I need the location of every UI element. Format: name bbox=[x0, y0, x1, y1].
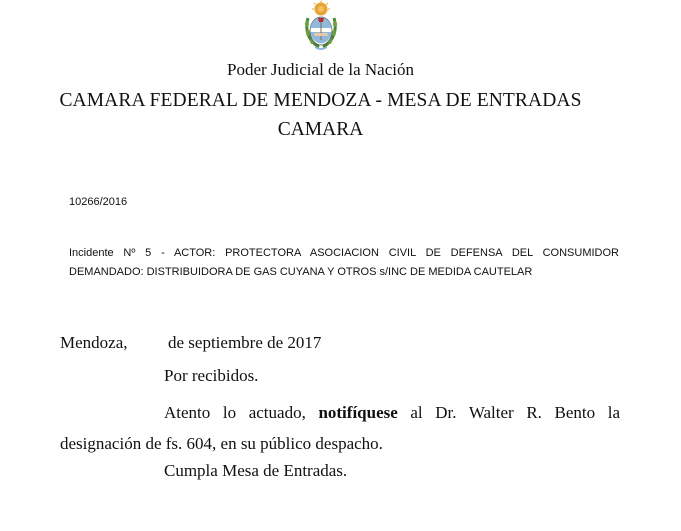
place-date-line bbox=[60, 333, 620, 353]
notify-keyword: notifíquese bbox=[318, 403, 398, 422]
place: Mendoza, bbox=[60, 333, 128, 352]
paragraph-closing: Cumpla Mesa de Entradas. bbox=[164, 461, 348, 480]
date: de septiembre de 2017 bbox=[168, 333, 322, 352]
case-caption: Incidente Nº 5 - ACTOR: PROTECTORA ASOCIACION CIVIL DE DEFENSA DEL CONSUMIDOR DEMANDADO: DISTRIBUIDORA DE GAS CUYANA Y OTROS s/INC DE MEDIDA CAUTELAR bbox=[69, 247, 619, 278]
court-chamber-heading: CAMARA bbox=[277, 119, 364, 140]
paragraph-text-end: al Dr. Walter R. Bento la designación de fs. 604, en su público despacho. bbox=[60, 403, 620, 453]
paragraph-text-start: Atento lo actuado, bbox=[164, 403, 319, 422]
paragraph-notification bbox=[60, 397, 620, 459]
court-branch-heading: Poder Judicial de la Nación bbox=[227, 60, 414, 79]
case-number: 10266/2016 bbox=[69, 196, 128, 208]
paragraph-received: Por recibidos. bbox=[164, 366, 259, 385]
court-name-heading: CAMARA FEDERAL DE MENDOZA - MESA DE ENTRADAS bbox=[59, 90, 582, 111]
argentina-coat-of-arms-icon bbox=[302, 0, 340, 52]
sun-rays bbox=[312, 1, 330, 16]
